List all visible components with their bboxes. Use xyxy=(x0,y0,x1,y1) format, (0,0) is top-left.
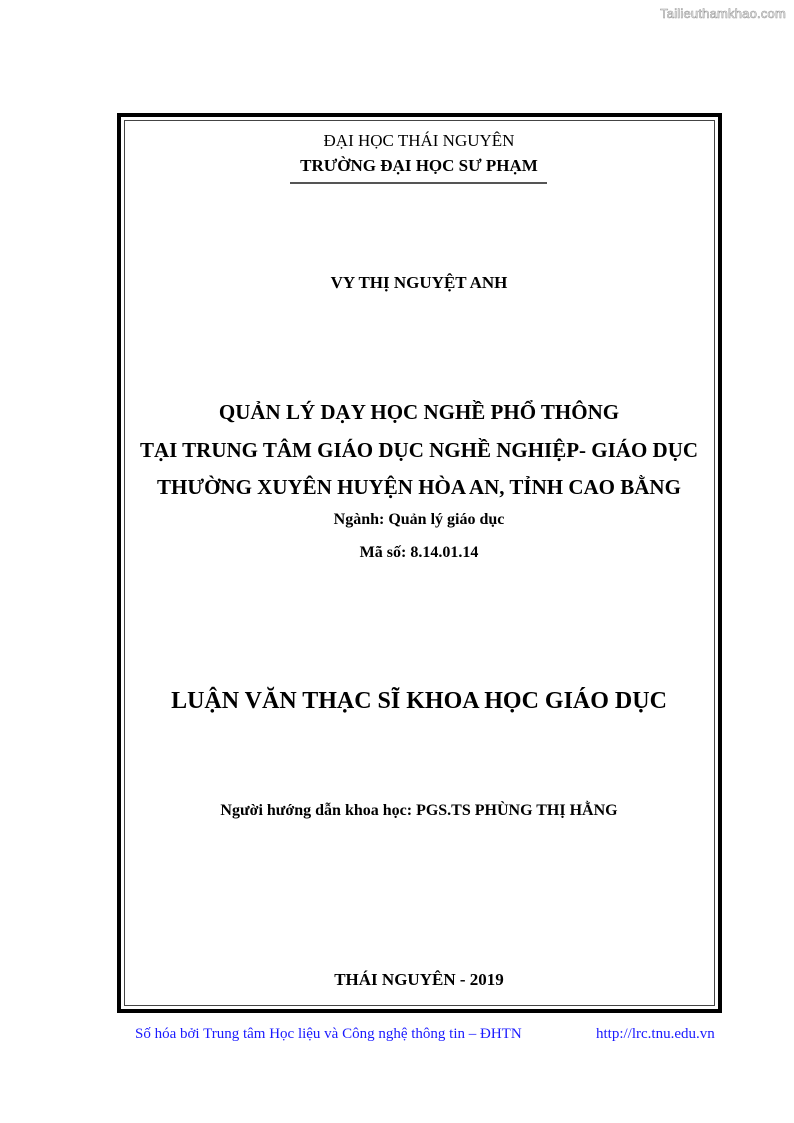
header-underline xyxy=(290,182,547,184)
author-name: VY THỊ NGUYỆT ANH xyxy=(330,273,508,292)
watermark: Tailieuthamkhao.com xyxy=(660,6,786,21)
thesis-title-line-1: QUẢN LÝ DẠY HỌC NGHỀ PHỔ THÔNG xyxy=(218,400,620,424)
place-year: THÁI NGUYÊN - 2019 xyxy=(334,970,504,989)
footer-digitized-by: Số hóa bởi Trung tâm Học liệu và Công nghệ thông tin – ĐHTN xyxy=(135,1026,522,1042)
school-name: TRƯỜNG ĐẠI HỌC SƯ PHẠM xyxy=(300,156,538,175)
advisor: Người hướng dẫn khoa học: PGS.TS PHÙNG THỊ HẰNG xyxy=(220,802,618,819)
footer-url-link[interactable]: http://lrc.tnu.edu.vn xyxy=(596,1026,715,1042)
degree-title: LUẬN VĂN THẠC SĨ KHOA HỌC GIÁO DỤC xyxy=(171,688,667,714)
major: Ngành: Quản lý giáo dục xyxy=(333,511,505,528)
thesis-title-line-2: TẠI TRUNG TÂM GIÁO DỤC NGHỀ NGHIỆP- GIÁO DỤC xyxy=(139,438,699,462)
major-code: Mã số: 8.14.01.14 xyxy=(359,544,479,561)
thesis-title-line-3: THƯỜNG XUYÊN HUYỆN HÒA AN, TỈNH CAO BẰNG xyxy=(157,475,681,499)
cover-content xyxy=(117,0,721,1123)
university-name: ĐẠI HỌC THÁI NGUYÊN xyxy=(323,131,515,150)
